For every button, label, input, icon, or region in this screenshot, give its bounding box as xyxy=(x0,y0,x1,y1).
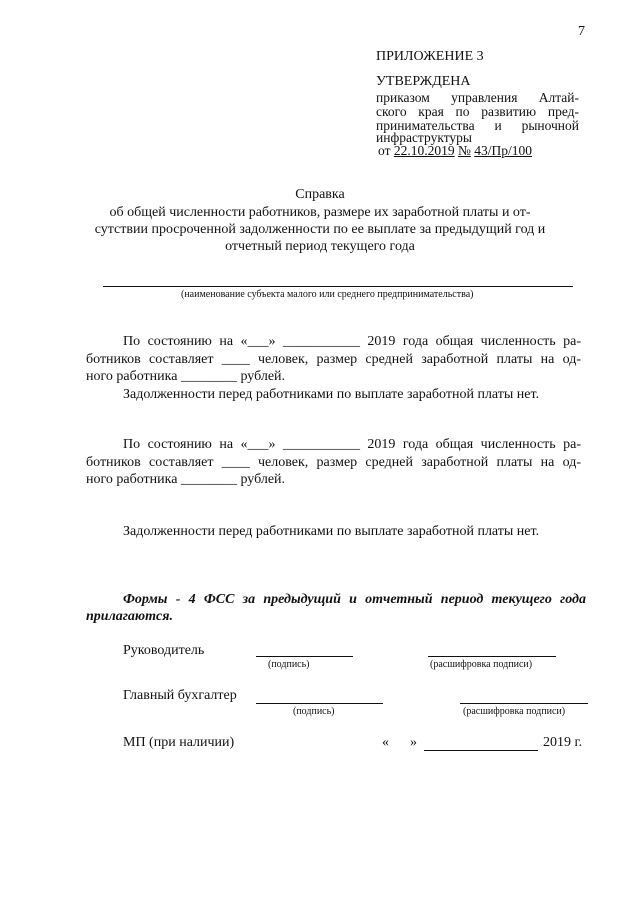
entity-caption: (наименование субъекта малого или среднего предпринимательства) xyxy=(181,289,474,300)
heading-line-3: сутствии просроченной задолженности по ее выплате за предыдущий год и xyxy=(94,222,546,237)
order-line-2: ского края по развитию пред- xyxy=(376,104,579,119)
order-line-4: инфраструктуры xyxy=(376,130,472,145)
order-number: 43/Пр/100 xyxy=(474,143,533,158)
order-date: 22.10.2019 xyxy=(393,143,455,158)
order-line-3: принимательства и рыночной xyxy=(376,118,579,133)
date-month-line xyxy=(424,750,538,751)
date-close-quote: » xyxy=(410,735,417,750)
order-line-1: приказом управления Алтай- xyxy=(376,90,579,105)
entity-name-line xyxy=(103,286,573,287)
accountant-sign-line xyxy=(256,703,383,704)
head-sign-caption: (подпись) xyxy=(268,659,310,670)
heading-title: Справка xyxy=(295,187,345,202)
block1-line-4: Задолженности перед работниками по выплате заработной платы нет. xyxy=(123,387,540,402)
order-date-line xyxy=(378,143,532,159)
block1-line-3: ного работника ________ рублей. xyxy=(86,369,286,384)
accountant-decode-line xyxy=(460,703,588,704)
block3-line-1: Задолженности перед работниками по выплате заработной платы нет. xyxy=(123,524,540,539)
date-open-quote: « xyxy=(382,735,389,750)
block1-line-1: По состоянию на «___» ___________ 2019 года общая численность ра- xyxy=(123,334,581,349)
accountant-label: Главный бухгалтер xyxy=(123,688,237,703)
heading-line-4: отчетный период текущего года xyxy=(225,239,415,254)
head-decode-line xyxy=(428,656,556,657)
accountant-decode-caption: (расшифровка подписи) xyxy=(463,706,566,717)
block2-line-2: ботников составляет ____ человек, размер средней заработной платы на од- xyxy=(86,455,581,470)
date-prefix: от xyxy=(378,143,391,158)
block1-line-2: ботников составляет ____ человек, размер средней заработной платы на од- xyxy=(86,352,581,367)
approved-label: УТВЕРЖДЕНА xyxy=(376,74,471,89)
head-label: Руководитель xyxy=(123,643,205,658)
heading-line-2: об общей численности работников, размере их заработной платы и от- xyxy=(109,205,531,220)
forms-note-line-1: Формы - 4 ФСС за предыдущий и отчетный период текущего года xyxy=(123,592,586,607)
forms-note-line-2: прилагаются. xyxy=(86,609,173,624)
block2-line-1: По состоянию на «___» ___________ 2019 года общая численность ра- xyxy=(123,437,581,452)
appendix-title: ПРИЛОЖЕНИЕ 3 xyxy=(376,49,484,64)
date-year: 2019 г. xyxy=(543,735,583,750)
number-sign: № xyxy=(457,143,471,158)
head-decode-caption: (расшифровка подписи) xyxy=(430,659,533,670)
stamp-label: МП (при наличии) xyxy=(123,735,235,750)
accountant-sign-caption: (подпись) xyxy=(293,706,335,717)
block2-line-3: ного работника ________ рублей. xyxy=(86,472,286,487)
page-number: 7 xyxy=(578,24,585,39)
head-sign-line xyxy=(256,656,353,657)
